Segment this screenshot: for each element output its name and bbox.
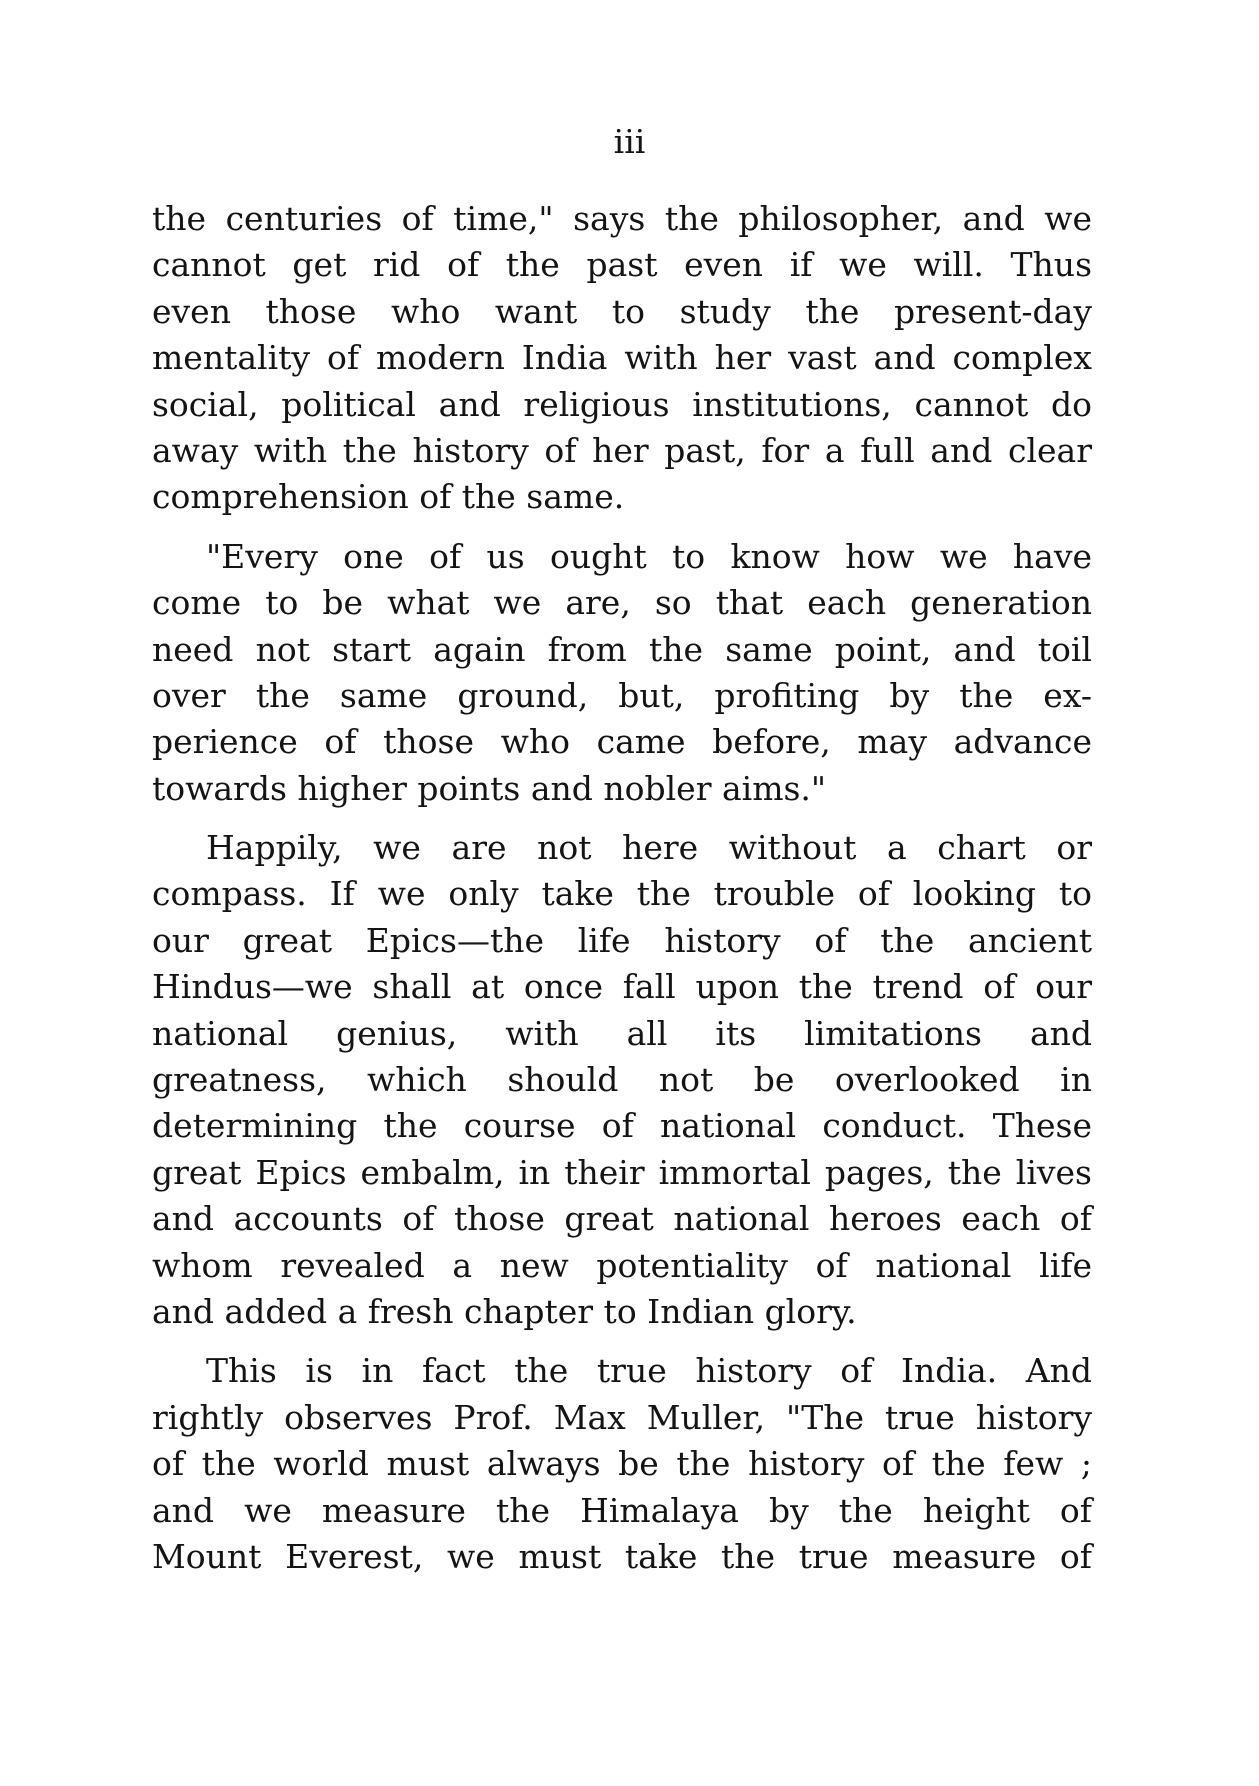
text-line: away with the history of her past, for a full and clear bbox=[152, 430, 1092, 470]
text-line: our great Epics—the life history of the ancient bbox=[152, 920, 1092, 960]
text-line: and we measure the Himalaya by the height of bbox=[152, 1490, 1092, 1530]
text-line: whom revealed a new potentiality of national life bbox=[152, 1245, 1092, 1285]
text-line: perience of those who came before, may advance bbox=[152, 722, 1092, 762]
text-line: rightly observes Prof. Max Muller, "The true history bbox=[152, 1397, 1092, 1437]
text-line: cannot get rid of the past even if we will. Thus bbox=[152, 245, 1092, 285]
text-line: and added a fresh chapter to Indian glory. bbox=[152, 1291, 857, 1331]
text-line: national genius, with all its limitations and bbox=[152, 1013, 1092, 1053]
text-line: over the same ground, but, profiting by the ex- bbox=[152, 675, 1092, 715]
text-line: towards higher points and nobler aims." bbox=[152, 768, 827, 808]
text-line: Mount Everest, we must take the true measure of bbox=[152, 1536, 1092, 1576]
text-line: need not start again from the same point, and toil bbox=[152, 629, 1092, 669]
text-line: social, political and religious institutions, cannot do bbox=[152, 384, 1092, 424]
text-line: greatness, which should not be overlooked in bbox=[152, 1060, 1092, 1100]
text-line: determining the course of national conduct. These bbox=[152, 1106, 1092, 1146]
text-line: "Every one of us ought to know how we have bbox=[206, 536, 1092, 576]
paragraph-1 bbox=[152, 196, 1092, 521]
text-line: even those who want to study the present-day bbox=[152, 291, 1092, 331]
page-number: iii bbox=[613, 122, 646, 161]
text-line: Hindus—we shall at once fall upon the trend of our bbox=[152, 967, 1092, 1007]
text-line: great Epics embalm, in their immortal pages, the lives bbox=[152, 1152, 1092, 1192]
text-line: This is in fact the true history of India. And bbox=[206, 1351, 1092, 1391]
text-line: mentality of modern India with her vast and complex bbox=[152, 338, 1092, 378]
paragraph-4 bbox=[152, 1348, 1092, 1580]
text-line: comprehension of the same. bbox=[152, 477, 625, 517]
text-line: the centuries of time," says the philosopher, and we bbox=[152, 199, 1092, 238]
text-line: come to be what we are, so that each generation bbox=[152, 583, 1092, 623]
text-line: and accounts of those great national heroes each of bbox=[152, 1199, 1092, 1239]
body-text bbox=[152, 196, 1092, 1580]
paragraph-3 bbox=[152, 825, 1092, 1335]
text-line: of the world must always be the history of the few ; bbox=[152, 1444, 1092, 1484]
text-line: compass. If we only take the trouble of looking to bbox=[152, 874, 1092, 914]
paragraph-2 bbox=[152, 534, 1092, 812]
text-line: Happily, we are not here without a chart or bbox=[206, 828, 1092, 868]
